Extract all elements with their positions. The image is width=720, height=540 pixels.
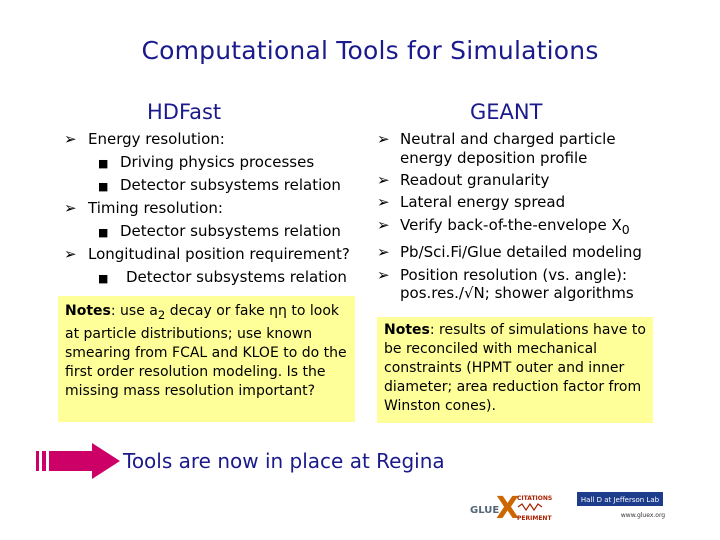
square-bullet-icon: ■ bbox=[98, 157, 109, 170]
hdfast-notes-box: Notes: use $a_2$ decay or fake ηη to look at particle distributions; use known smearing from FCAL and KLOE to do the first order resolution modeling. Is the missing mass resolution important? bbox=[58, 296, 355, 422]
x-letter: X bbox=[496, 491, 520, 523]
logo-periment-text: PERIMENT bbox=[517, 515, 552, 522]
arrow-bullet-icon: ➢ bbox=[64, 130, 77, 148]
logo-citations-text: CITATIONS bbox=[517, 495, 553, 502]
list-item: ➢ Lateral energy spread bbox=[377, 191, 677, 214]
list-item: ➢ Verify back-of-the-envelope $X_0$ bbox=[377, 215, 630, 237]
arrow-bullet-icon: ➢ bbox=[64, 245, 77, 263]
square-bullet-icon: ■ bbox=[98, 180, 109, 193]
list-item: ➢ Neutral and charged particle energy deposition profile bbox=[377, 130, 616, 167]
list-item: ■ Detector subsystems relation bbox=[64, 266, 364, 289]
gluex-logo bbox=[468, 491, 568, 523]
arrow-bullet-icon: ➢ bbox=[377, 265, 390, 284]
list-item: ➢ Pb/Sci.Fi/Glue detailed modeling bbox=[377, 241, 677, 264]
url-text: www.gluex.org bbox=[620, 512, 665, 519]
hall-title-text: Hall D at Jefferson Lab bbox=[580, 496, 660, 504]
list-item: ➢ Position resolution (vs. angle): pos.res./√N; shower algorithms bbox=[377, 265, 634, 302]
square-bullet-icon: ■ bbox=[98, 272, 109, 285]
slide-title: Computational Tools for Simulations bbox=[141, 36, 599, 65]
list-item: ➢ Energy resolution: bbox=[64, 128, 364, 151]
square-bullet-icon: ■ bbox=[98, 226, 109, 239]
list-item: ■ Driving physics processes bbox=[64, 151, 364, 174]
arrow-bullet-icon: ➢ bbox=[377, 215, 390, 234]
wave-icon bbox=[518, 504, 542, 510]
list-item: ➢ Timing resolution: bbox=[64, 197, 364, 220]
arrow-bullet-icon: ➢ bbox=[64, 199, 77, 217]
hdfast-bullet-list bbox=[64, 128, 364, 289]
arrow-bullet-icon: ➢ bbox=[377, 243, 390, 261]
list-item: ➢ Readout granularity bbox=[377, 169, 677, 192]
geant-notes-box: Notes: results of simulations have to be reconciled with mechanical constraints (HPMT outer and inner diameter; area reduction factor from Winston cones). bbox=[377, 317, 653, 423]
conclusion-text: Tools are now in place at Regina bbox=[123, 449, 445, 473]
arrow-bullet-icon: ➢ bbox=[377, 130, 390, 148]
hdfast-heading: HDFast bbox=[147, 100, 222, 124]
right-arrow-icon bbox=[34, 443, 122, 479]
arrow-bullet-icon: ➢ bbox=[377, 170, 390, 189]
list-item: ■ Detector subsystems relation bbox=[64, 220, 364, 243]
glue-word: GLUE bbox=[470, 505, 500, 516]
geant-heading: GEANT bbox=[470, 100, 543, 124]
list-item: ■ Detector subsystems relation bbox=[64, 174, 364, 197]
geant-bullet-list bbox=[377, 128, 677, 304]
arrow-bullet-icon: ➢ bbox=[377, 193, 390, 211]
hall-d-logo bbox=[575, 490, 665, 522]
list-item: ➢ Longitudinal position requirement? bbox=[64, 243, 364, 266]
